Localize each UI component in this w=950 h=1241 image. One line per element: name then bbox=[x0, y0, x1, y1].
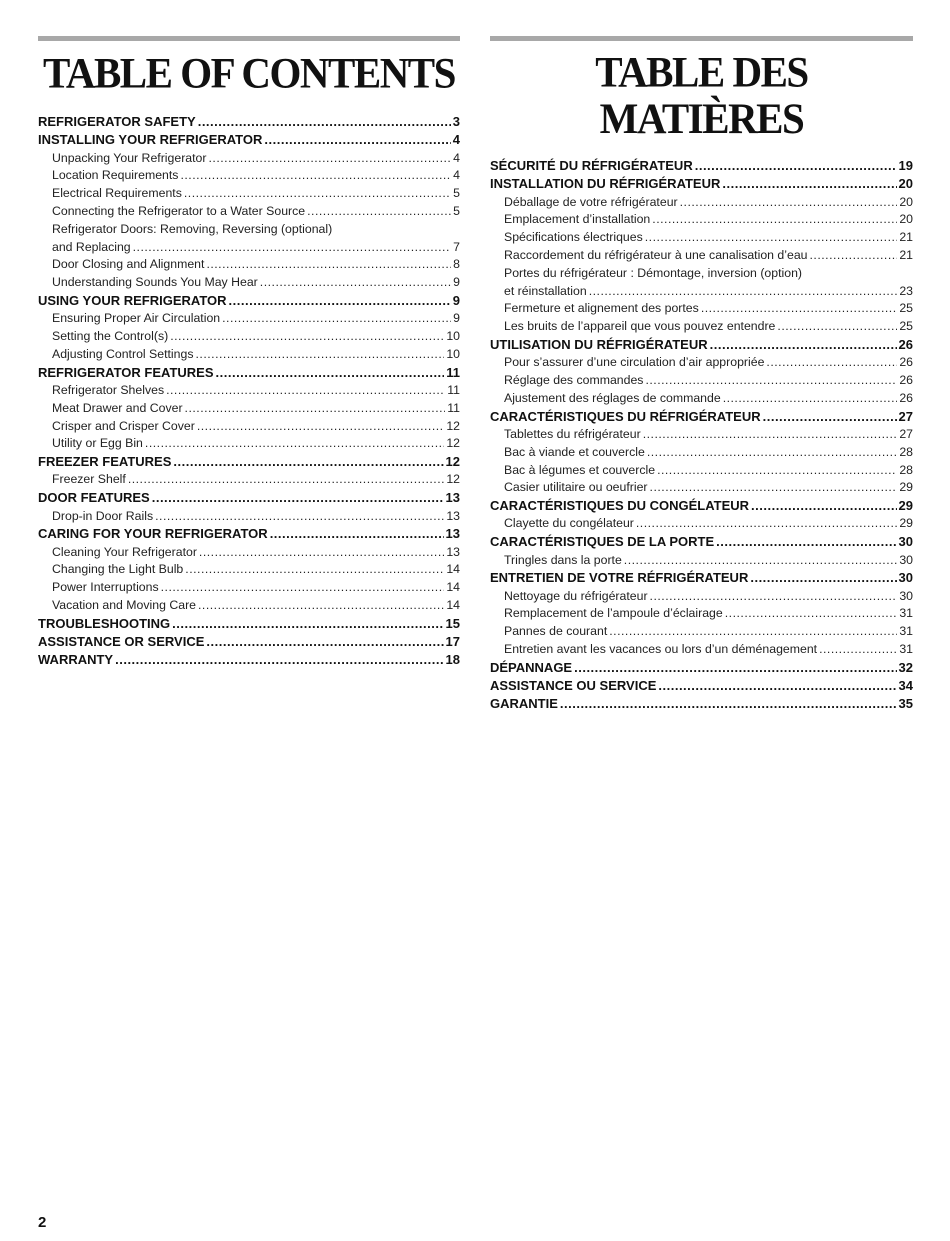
toc-column-english bbox=[38, 36, 460, 670]
toc-subentry bbox=[38, 256, 460, 274]
toc-section-entry bbox=[38, 525, 460, 543]
toc-subentry bbox=[490, 390, 913, 408]
toc-entry-page: 18 bbox=[445, 652, 460, 668]
toc-subentry bbox=[490, 444, 913, 462]
toc-entry-page: 9 bbox=[453, 275, 460, 290]
toc-entry-label: Electrical Requirements bbox=[52, 186, 182, 201]
toc-entry-page: 23 bbox=[899, 283, 913, 298]
dot-leader bbox=[725, 605, 898, 623]
toc-entry-label: Pour s’assurer d’une circulation d’air appropriée bbox=[504, 355, 765, 370]
toc-entry-page: 20 bbox=[899, 212, 913, 227]
toc-entry-page: 12 bbox=[446, 436, 460, 451]
toc-entry-label: Emplacement d’installation bbox=[504, 212, 651, 227]
toc-entry-label: CARING FOR YOUR REFRIGERATOR bbox=[38, 526, 268, 542]
toc-entry-page: 3 bbox=[452, 114, 460, 129]
dot-leader bbox=[777, 318, 897, 336]
toc-entry-label: Spécifications électriques bbox=[504, 230, 643, 245]
title-rule bbox=[38, 36, 460, 41]
toc-entry-page: 31 bbox=[899, 624, 913, 639]
dot-leader bbox=[166, 382, 445, 400]
toc-entry-page: 13 bbox=[445, 526, 460, 542]
toc-entry-page: 34 bbox=[898, 678, 913, 694]
toc-entry-label: Utility or Egg Bin bbox=[52, 436, 143, 451]
toc-subentry bbox=[490, 265, 913, 283]
toc-entry-label: Ensuring Proper Air Circulation bbox=[52, 311, 221, 326]
toc-subentry bbox=[490, 479, 913, 497]
toc-subentry bbox=[490, 426, 913, 444]
toc-section-entry bbox=[490, 157, 913, 175]
toc-entry-page: 29 bbox=[899, 480, 913, 495]
dot-leader bbox=[307, 203, 451, 221]
toc-entry-label: ASSISTANCE OR SERVICE bbox=[38, 634, 205, 650]
toc-entry-label: Door Closing and Alignment bbox=[52, 257, 205, 272]
dot-leader bbox=[173, 453, 443, 471]
toc-entry-page: 26 bbox=[899, 355, 913, 370]
toc-entry-label: ASSISTANCE OU SERVICE bbox=[490, 678, 657, 694]
toc-section-entry bbox=[490, 175, 913, 193]
toc-subentry bbox=[38, 185, 460, 203]
toc-entry-page: 12 bbox=[446, 418, 460, 433]
toc-entry-page: 4 bbox=[453, 168, 460, 183]
toc-subentry bbox=[38, 579, 460, 597]
toc-entry-label: Portes du réfrigérateur : Démontage, inversion (option) bbox=[504, 265, 803, 280]
toc-subentry bbox=[490, 211, 913, 229]
toc-section-entry bbox=[38, 453, 460, 471]
toc-entry-page: 5 bbox=[453, 203, 460, 218]
toc-section-entry bbox=[38, 633, 460, 651]
toc-entry-label: Refrigerator Shelves bbox=[52, 382, 165, 397]
toc-subentry bbox=[38, 150, 460, 168]
toc-entry-page: 14 bbox=[446, 598, 460, 613]
toc-entry-page: 4 bbox=[453, 150, 460, 165]
toc-entry-page: 4 bbox=[452, 132, 460, 148]
toc-entry-label: DÉPANNAGE bbox=[490, 659, 573, 675]
dot-leader bbox=[560, 695, 897, 713]
dot-leader bbox=[645, 229, 898, 247]
toc-entry-page: 15 bbox=[445, 615, 460, 631]
toc-entry-page: 31 bbox=[899, 606, 913, 621]
toc-section-entry bbox=[38, 651, 460, 669]
toc-entry-page: 17 bbox=[445, 634, 460, 650]
dot-leader bbox=[680, 194, 898, 212]
toc-entry-label: Unpacking Your Refrigerator bbox=[52, 150, 207, 165]
toc-entry-page: 13 bbox=[446, 508, 460, 523]
dot-leader bbox=[716, 533, 896, 551]
toc-entry-label: Entretien avant les vacances ou lors d’un déménagement bbox=[504, 642, 818, 657]
dot-leader bbox=[750, 569, 896, 587]
toc-section-entry bbox=[490, 695, 913, 713]
dot-leader bbox=[128, 471, 445, 489]
toc-entry-page: 5 bbox=[453, 186, 460, 201]
toc-entry-page: 9 bbox=[453, 311, 460, 326]
toc-entry-page: 14 bbox=[446, 562, 460, 577]
toc-entry-page: 29 bbox=[899, 516, 913, 531]
toc-title-english: TABLE OF CONTENTS bbox=[43, 48, 455, 98]
toc-section-entry bbox=[38, 131, 460, 149]
toc-entry-page: 10 bbox=[446, 329, 460, 344]
page-number: 2 bbox=[38, 1214, 47, 1231]
dot-leader bbox=[180, 167, 451, 185]
toc-entry-label: Remplacement de l’ampoule d’éclairage bbox=[504, 606, 723, 621]
dot-leader bbox=[636, 515, 897, 533]
toc-subentry bbox=[38, 328, 460, 346]
toc-entry-label: ENTRETIEN DE VOTRE RÉFRIGÉRATEUR bbox=[490, 570, 749, 586]
dot-leader bbox=[270, 525, 444, 543]
toc-section-entry bbox=[490, 533, 913, 551]
toc-entry-label: Tringles dans la porte bbox=[504, 552, 622, 567]
toc-section-entry bbox=[490, 677, 913, 695]
toc-subentry bbox=[38, 561, 460, 579]
toc-subentry bbox=[38, 508, 460, 526]
toc-entry-page: 13 bbox=[446, 544, 460, 559]
dot-leader bbox=[184, 185, 451, 203]
toc-entry-label: Bac à viande et couvercle bbox=[504, 444, 645, 459]
toc-entry-label: REFRIGERATOR SAFETY bbox=[38, 114, 196, 129]
toc-entry-label: Les bruits de l’appareil que vous pouvez entendre bbox=[504, 319, 776, 334]
toc-entry-page: 30 bbox=[898, 534, 913, 550]
toc-entry-page: 20 bbox=[899, 194, 913, 209]
dot-leader bbox=[206, 256, 451, 274]
dot-leader bbox=[155, 508, 444, 526]
toc-subentry bbox=[38, 203, 460, 221]
dot-leader bbox=[589, 283, 898, 301]
toc-subentry bbox=[38, 471, 460, 489]
toc-entry-label: Bac à légumes et couvercle bbox=[504, 462, 656, 477]
dot-leader bbox=[260, 274, 451, 292]
dot-leader bbox=[701, 300, 898, 318]
toc-entry-label: Freezer Shelf bbox=[52, 472, 126, 487]
dot-leader bbox=[264, 131, 450, 149]
toc-entry-label: Nettoyage du réfrigérateur bbox=[504, 588, 648, 603]
dot-leader bbox=[216, 364, 445, 382]
dot-leader bbox=[161, 579, 445, 597]
toc-entry-page: 26 bbox=[898, 336, 913, 352]
toc-subentry bbox=[490, 354, 913, 372]
dot-leader bbox=[197, 418, 444, 436]
toc-entry-label: Connecting the Refrigerator to a Water Source bbox=[52, 203, 306, 218]
toc-entry-page: 28 bbox=[899, 444, 913, 459]
dot-leader bbox=[172, 615, 443, 633]
toc-entry-label: INSTALLING YOUR REFRIGERATOR bbox=[38, 132, 263, 148]
toc-entries-english bbox=[38, 113, 460, 670]
toc-subentry bbox=[490, 515, 913, 533]
dot-leader bbox=[763, 408, 897, 426]
dot-leader bbox=[133, 239, 452, 257]
toc-entry-label: Power Interruptions bbox=[52, 580, 159, 595]
toc-entry-page: 32 bbox=[898, 659, 913, 675]
toc-entry-page: 14 bbox=[446, 580, 460, 595]
dot-leader bbox=[645, 372, 897, 390]
dot-leader bbox=[723, 390, 898, 408]
dot-leader bbox=[198, 597, 444, 615]
toc-entry-page: 28 bbox=[899, 462, 913, 477]
toc-subentry bbox=[490, 194, 913, 212]
dot-leader bbox=[657, 462, 897, 480]
toc-entry-page: 13 bbox=[445, 490, 460, 506]
toc-subentry bbox=[490, 462, 913, 480]
toc-subentry bbox=[490, 641, 913, 659]
toc-subentry bbox=[490, 300, 913, 318]
toc-entry-label: CARACTÉRISTIQUES DE LA PORTE bbox=[490, 534, 715, 550]
dot-leader bbox=[170, 328, 444, 346]
dot-leader bbox=[722, 175, 896, 193]
toc-subentry bbox=[490, 605, 913, 623]
toc-subentry bbox=[490, 552, 913, 570]
dot-leader bbox=[624, 552, 898, 570]
toc-entry-label: SÉCURITÉ DU RÉFRIGÉRATEUR bbox=[490, 158, 693, 173]
toc-entry-label: Location Requirements bbox=[52, 168, 179, 183]
toc-subentry bbox=[38, 400, 460, 418]
dot-leader bbox=[209, 150, 452, 168]
toc-subentry bbox=[490, 229, 913, 247]
dot-leader bbox=[647, 444, 897, 462]
toc-entry-label: Réglage des commandes bbox=[504, 373, 644, 388]
toc-entry-page: 30 bbox=[899, 552, 913, 567]
toc-section-entry bbox=[490, 569, 913, 587]
toc-entry-page: 9 bbox=[452, 292, 460, 308]
toc-subentry bbox=[38, 435, 460, 453]
toc-entry-label: Adjusting Control Settings bbox=[52, 346, 194, 361]
toc-entry-page: 11 bbox=[447, 382, 460, 397]
toc-section-entry bbox=[490, 336, 913, 354]
dot-leader bbox=[206, 633, 443, 651]
toc-entries-french bbox=[490, 157, 913, 714]
toc-entry-page: 25 bbox=[899, 319, 913, 334]
toc-title-french: TABLE DES MATIÈRES bbox=[595, 47, 808, 143]
toc-entry-page: 21 bbox=[899, 230, 913, 245]
toc-entry-page: 26 bbox=[899, 390, 913, 405]
toc-entry-page: 20 bbox=[898, 176, 913, 192]
dot-leader bbox=[643, 426, 898, 444]
toc-subentry bbox=[38, 346, 460, 364]
toc-subentry bbox=[38, 239, 460, 257]
toc-subentry bbox=[490, 247, 913, 265]
toc-entry-label: WARRANTY bbox=[38, 652, 114, 668]
dot-leader bbox=[652, 211, 897, 229]
title-rule bbox=[490, 36, 913, 41]
toc-subentry bbox=[38, 221, 460, 239]
toc-entry-label: Ajustement des réglages de commande bbox=[504, 390, 721, 405]
toc-entry-label: Fermeture et alignement des portes bbox=[504, 301, 699, 316]
toc-entry-page: 35 bbox=[898, 696, 913, 712]
toc-entry-label: TROUBLESHOOTING bbox=[38, 615, 171, 631]
toc-entry-page: 21 bbox=[899, 247, 913, 262]
toc-section-entry bbox=[38, 489, 460, 507]
toc-entry-page: 8 bbox=[453, 257, 460, 272]
toc-subentry bbox=[38, 544, 460, 562]
toc-entry-label: DOOR FEATURES bbox=[38, 490, 150, 506]
toc-entry-page: 12 bbox=[445, 454, 460, 470]
dot-leader bbox=[115, 651, 443, 669]
toc-section-entry bbox=[38, 364, 460, 382]
toc-entry-page: 25 bbox=[899, 301, 913, 316]
toc-entry-label: Pannes de courant bbox=[504, 624, 608, 639]
toc-entry-label: Tablettes du réfrigérateur bbox=[504, 426, 641, 441]
dot-leader bbox=[650, 479, 898, 497]
toc-entry-label: Setting the Control(s) bbox=[52, 329, 169, 344]
toc-entry-page: 11 bbox=[447, 400, 460, 415]
dot-leader bbox=[574, 659, 896, 677]
toc-entry-label: CARACTÉRISTIQUES DU RÉFRIGÉRATEUR bbox=[490, 408, 761, 424]
toc-subentry bbox=[490, 318, 913, 336]
toc-entry-label: USING YOUR REFRIGERATOR bbox=[38, 292, 227, 308]
toc-subentry bbox=[490, 588, 913, 606]
toc-entry-page: 30 bbox=[899, 588, 913, 603]
toc-subentry bbox=[38, 167, 460, 185]
toc-entry-label: et réinstallation bbox=[504, 283, 587, 298]
toc-entry-label: GARANTIE bbox=[490, 696, 558, 712]
dot-leader bbox=[609, 623, 897, 641]
toc-entry-page: 29 bbox=[898, 498, 913, 514]
toc-subentry bbox=[38, 597, 460, 615]
dot-leader bbox=[810, 247, 898, 265]
toc-entry-label: REFRIGERATOR FEATURES bbox=[38, 364, 214, 380]
toc-section-entry bbox=[490, 408, 913, 426]
toc-entry-page: 27 bbox=[898, 408, 913, 424]
toc-entry-label: Clayette du congélateur bbox=[504, 516, 634, 531]
toc-entry-label: Changing the Light Bulb bbox=[52, 562, 184, 577]
dot-leader bbox=[650, 588, 898, 606]
dot-leader bbox=[185, 561, 444, 579]
dot-leader bbox=[695, 157, 897, 175]
dot-leader bbox=[152, 489, 444, 507]
toc-entry-label: Drop-in Door Rails bbox=[52, 508, 154, 523]
toc-entry-page: 12 bbox=[446, 472, 460, 487]
toc-entry-page: 27 bbox=[899, 426, 913, 441]
dot-leader bbox=[819, 641, 897, 659]
toc-section-entry bbox=[38, 615, 460, 633]
dot-leader bbox=[658, 677, 896, 695]
toc-entry-page: 30 bbox=[898, 570, 913, 586]
toc-section-entry bbox=[490, 497, 913, 515]
toc-subentry bbox=[38, 310, 460, 328]
toc-subentry bbox=[490, 283, 913, 301]
dot-leader bbox=[751, 497, 896, 515]
toc-section-entry bbox=[38, 113, 460, 131]
toc-entry-label: Meat Drawer and Cover bbox=[52, 400, 183, 415]
toc-subentry bbox=[38, 418, 460, 436]
toc-entry-label: Understanding Sounds You May Hear bbox=[52, 275, 258, 290]
toc-entry-label: UTILISATION DU RÉFRIGÉRATEUR bbox=[490, 336, 708, 352]
toc-entry-label: and Replacing bbox=[52, 239, 131, 254]
toc-entry-label: Raccordement du réfrigérateur à une canalisation d’eau bbox=[504, 247, 808, 262]
toc-entry-label: FREEZER FEATURES bbox=[38, 454, 172, 470]
toc-entry-page: 7 bbox=[453, 239, 460, 254]
dot-leader bbox=[222, 310, 451, 328]
toc-entry-label: Casier utilitaire ou oeufrier bbox=[504, 480, 648, 495]
toc-section-entry bbox=[38, 292, 460, 310]
toc-entry-label: Cleaning Your Refrigerator bbox=[52, 544, 197, 559]
dot-leader bbox=[229, 292, 451, 310]
toc-entry-label: Déballage de votre réfrigérateur bbox=[504, 194, 678, 209]
toc-entry-page: 10 bbox=[446, 346, 460, 361]
toc-entry-page: 11 bbox=[446, 364, 460, 380]
toc-subentry bbox=[490, 623, 913, 641]
toc-subentry bbox=[38, 382, 460, 400]
dot-leader bbox=[196, 346, 445, 364]
dot-leader bbox=[710, 336, 897, 354]
toc-entry-page: 26 bbox=[899, 373, 913, 388]
dot-leader bbox=[185, 400, 446, 418]
dot-leader bbox=[199, 544, 444, 562]
toc-entry-label: Vacation and Moving Care bbox=[52, 598, 197, 613]
toc-entry-label: INSTALLATION DU RÉFRIGÉRATEUR bbox=[490, 176, 721, 192]
toc-entry-label: CARACTÉRISTIQUES DU CONGÉLATEUR bbox=[490, 498, 750, 514]
toc-entry-label: Crisper and Crisper Cover bbox=[52, 418, 195, 433]
dot-leader bbox=[198, 113, 451, 131]
toc-entry-page: 31 bbox=[899, 642, 913, 657]
dot-leader bbox=[145, 435, 444, 453]
toc-entry-label: Refrigerator Doors: Removing, Reversing (optional) bbox=[52, 221, 333, 236]
toc-section-entry bbox=[490, 659, 913, 677]
toc-subentry bbox=[38, 274, 460, 292]
toc-column-french bbox=[490, 36, 913, 714]
toc-subentry bbox=[490, 372, 913, 390]
toc-entry-page: 19 bbox=[898, 158, 913, 173]
dot-leader bbox=[766, 354, 897, 372]
